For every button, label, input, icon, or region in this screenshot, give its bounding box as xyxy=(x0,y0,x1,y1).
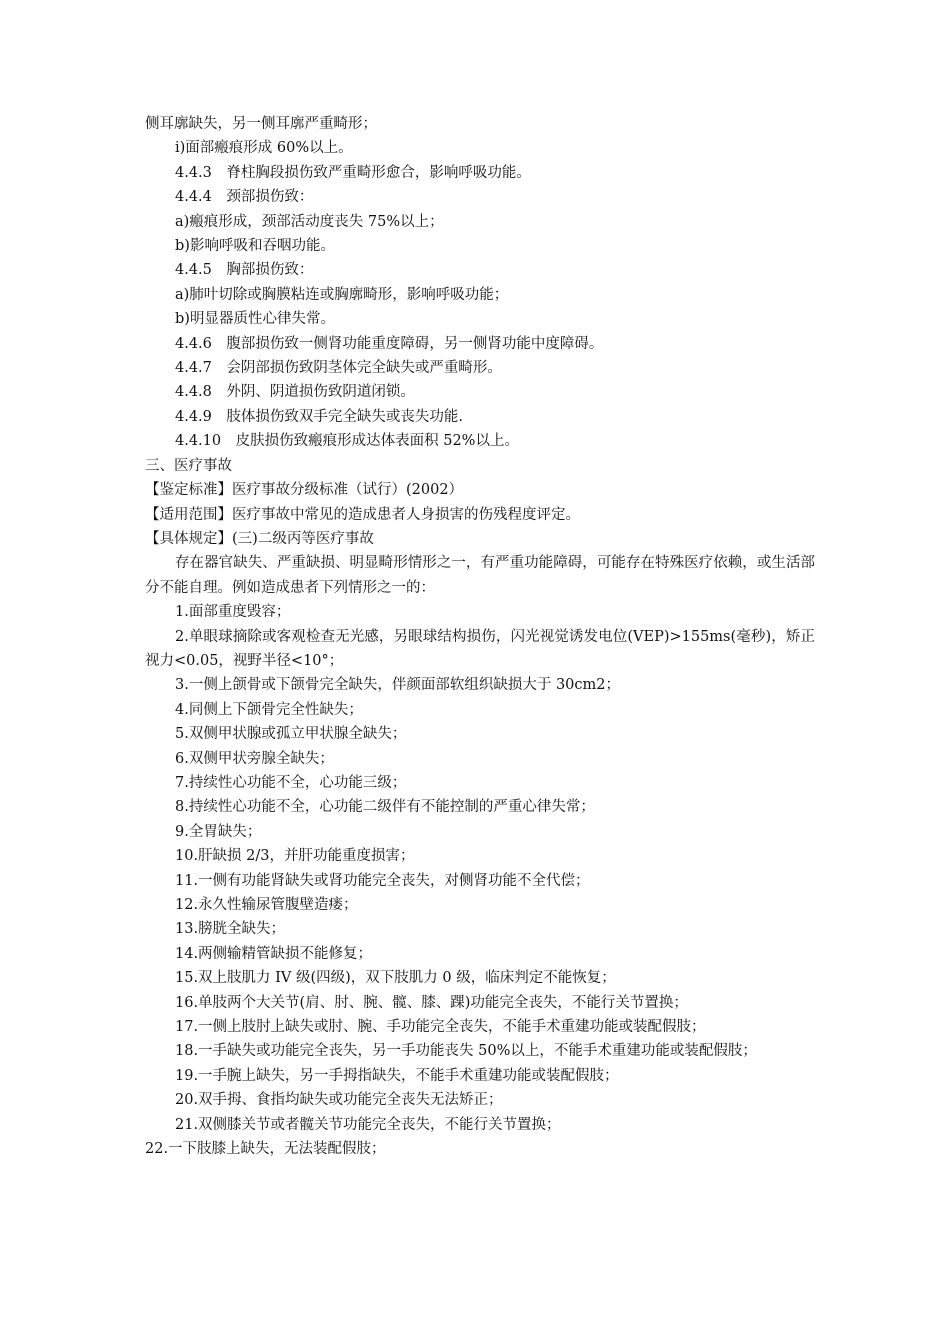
text-line: 16.单肢两个大关节(肩、肘、腕、髋、膝、踝)功能完全丧失，不能行关节置换； xyxy=(175,994,688,1011)
text-line: 5.双侧甲状腺或孤立甲状腺全缺失； xyxy=(175,726,407,743)
paragraph: 2.单眼球摘除或客观检查无光感，另眼球结构损伤，闪光视觉诱发电位(VEP)>155ms(毫秒)，矫正视力<0.05，视野半径<10°； xyxy=(145,628,815,669)
text-line: 4.4.9 肢体损伤致双手完全缺失或丧失功能. xyxy=(175,408,464,425)
text-line: 4.4.10 皮肤损伤致瘢痕形成达体表面积 52%以上。 xyxy=(175,433,519,450)
text-line: 7.持续性心功能不全，心功能三级； xyxy=(175,774,407,791)
text-line: 侧耳廓缺失，另一侧耳廓严重畸形； xyxy=(145,116,377,132)
text-line: 4.4.7 会阴部损伤致阴茎体完全缺失或严重畸形。 xyxy=(175,360,502,377)
text-line: 21.双侧膝关节或者髋关节功能完全丧失，不能行关节置换； xyxy=(175,1116,561,1133)
paragraph: 存在器官缺失、严重缺损、明显畸形情形之一，有严重功能障碍，可能存在特殊医疗依赖，或生活部分不能自理。例如造成患者下列情形之一的： xyxy=(145,555,815,596)
paragraph: 18.一手缺失或功能完全丧失，另一手功能丧失 50%以上，不能手术重建功能或装配假肢； xyxy=(175,1043,757,1060)
text-line: 4.4.3 脊柱胸段损伤致严重畸形愈合，影响呼吸功能。 xyxy=(175,164,531,181)
text-line: a)瘢痕形成，颈部活动度丧失 75%以上； xyxy=(175,213,444,230)
text-line: 三、医疗事故 xyxy=(145,457,232,474)
text-line: 20.双手拇、食指均缺失或功能完全丧失无法矫正； xyxy=(175,1092,503,1109)
text-line: 8.持续性心功能不全，心功能二级伴有不能控制的严重心律失常； xyxy=(175,799,595,816)
text-line: 4.4.5 胸部损伤致： xyxy=(175,262,314,279)
text-line: b)明显器质性心律失常。 xyxy=(175,311,335,328)
text-line: 10.肝缺损 2/3，并肝功能重度损害； xyxy=(175,848,415,865)
text-line: 4.4.8 外阴、阴道损伤致阴道闭锁。 xyxy=(175,384,415,401)
text-line: a)肺叶切除或胸膜粘连或胸廓畸形，影响呼吸功能； xyxy=(175,286,509,303)
text-line: 15.双上肢肌力 IV 级(四级)，双下肢肌力 0 级，临床判定不能恢复； xyxy=(175,970,616,987)
text-line: 9.全胃缺失； xyxy=(175,823,262,840)
text-line: i)面部瘢痕形成 60%以上。 xyxy=(175,140,353,157)
text-line: 【鉴定标准】医疗事故分级标准（试行）(2002） xyxy=(145,482,464,499)
text-line: 1.面部重度毁容； xyxy=(175,604,291,621)
text-line: 3.一侧上颌骨或下颌骨完全缺失，伴颜面部软组织缺损大于 30cm2； xyxy=(175,677,620,694)
text-line: 12.永久性输尿管腹壁造瘘； xyxy=(175,897,358,913)
text-line: 11.一侧有功能肾缺失或肾功能完全丧失，对侧肾功能不全代偿； xyxy=(175,872,590,889)
text-line: 【具体规定】(三)二级丙等医疗事故 xyxy=(145,530,374,547)
text-line: 14.两侧输精管缺损不能修复； xyxy=(175,945,373,962)
text-line: 4.同侧上下颌骨完全性缺失； xyxy=(175,701,363,718)
text-line: 【适用范围】医疗事故中常见的造成患者人身损害的伤残程度评定。 xyxy=(145,506,580,523)
text-line: 4.4.6 腹部损伤致一侧肾功能重度障碍，另一侧肾功能中度障碍。 xyxy=(175,335,604,352)
text-line: b)影响呼吸和吞咽功能。 xyxy=(175,238,335,255)
text-line: 13.膀胱全缺失； xyxy=(175,921,286,938)
document-page xyxy=(145,112,815,1161)
text-line: 4.4.4 颈部损伤致： xyxy=(175,189,314,206)
text-line: 6.双侧甲状旁腺全缺失； xyxy=(175,750,334,767)
text-line: 22.一下肢膝上缺失，无法装配假肢； xyxy=(145,1141,386,1158)
text-line: 19.一手腕上缺失，另一手拇指缺失，不能手术重建功能或装配假肢； xyxy=(175,1067,619,1084)
text-line: 17.一侧上肢肘上缺失或肘、腕、手功能完全丧失，不能手术重建功能或装配假肢； xyxy=(175,1019,706,1036)
